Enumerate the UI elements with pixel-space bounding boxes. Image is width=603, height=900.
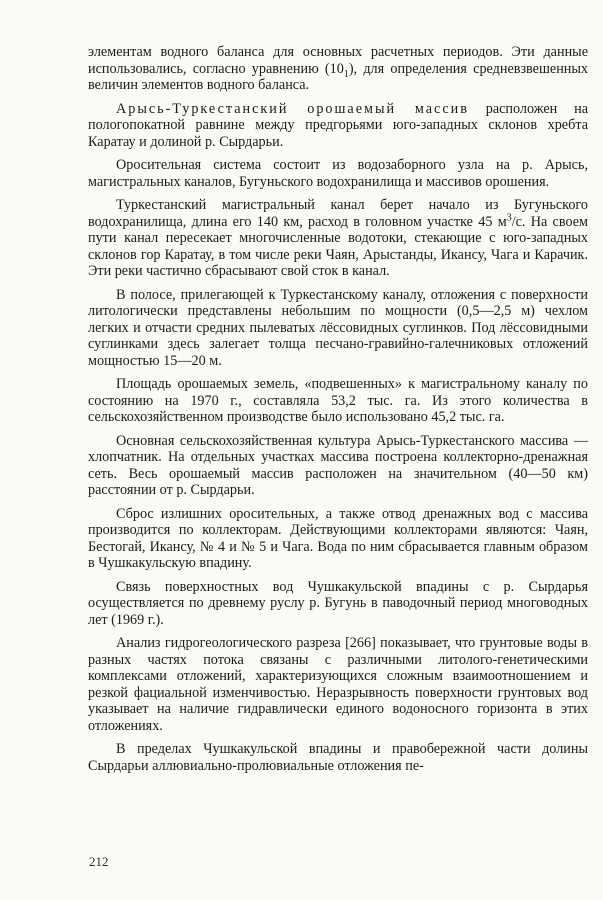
paragraph-text: ), для определения средневзвешенных величин элементов водного баланса. <box>88 60 589 93</box>
document-page <box>88 44 588 781</box>
paragraph-cotton: Основная сельскохозяйственная культура Арысь-Туркестанского массива — хлопчатник. На отдельных участках массива построена коллекторно-дренажная сеть. Весь орошаемый массив расположен на значительном (40—50 км) расстоянии от р. Сырдарьи. <box>88 432 588 498</box>
paragraph-text: расположен на пологопокатной равнине между предгорьями юго-западных склонов хребта Каратау и долиной р. Сырдарьи. <box>88 100 589 150</box>
section-heading-inline: Арысь-Туркестанский орошаемый массив <box>116 100 469 117</box>
paragraph-collectors: Сброс излишних оросительных, а также отвод дренажных вод с массива производится по коллекторам. Действующими коллекторами являются: Чаян, Бестогай, Икансу, № 4 и № 5 и Чага. Вода по ним сбрасывается главным образом в Чушкакульскую впадину. <box>88 505 588 571</box>
paragraph-irrigated-area: Площадь орошаемых земель, «подвешенных» к магистральному каналу по состоянию на 1970 г., составляла 53,2 тыс. га. Из этого количества в сельскохозяйственном производстве было использовано 45,2 тыс. га. <box>88 376 588 425</box>
paragraph-irrigation-system: Оросительная система состоит из водозаборного узла на р. Арысь, магистральных каналов, Бугуньского водохранилища и массивов орошения. <box>88 157 588 190</box>
paragraph-syrdarya-valley: В пределах Чушкакульской впадины и правобережной части долины Сырдарьи аллювиально-пролювиальные отложения пе- <box>88 741 588 774</box>
paragraph-text: /с. На своем пути канал пересекает многочисленные водотоки, стекающие с юго-западных склонов гор Каратау, в том числе реки Чаян, Арыстанды, Икансу, Чага и Карачик. Эти реки частично сбрасывают свой сток в канал. <box>88 213 588 279</box>
page-number: 212 <box>89 854 109 869</box>
equation-subscript: 1 <box>343 68 349 80</box>
unit-superscript: 3 <box>506 211 512 223</box>
paragraph-deposits: В полосе, прилегающей к Туркестанскому каналу, отложения с поверхности литологически представлены небольшим по мощности (0,5—2,5 м) чехлом легких и отчасти средних пылеватых лёссовидных суглинков. Под лёссовидными суглинками здесь залегает толща песчано-гравийно-галечниковых отложений мощностью 15—20 м. <box>88 286 588 369</box>
paragraph-main-canal <box>88 197 588 280</box>
paragraph-hydrogeological-analysis: Анализ гидрогеологического разреза [266] показывает, что грунтовые воды в разных частях потока связаны с различными литолого-генетическими комплексами отложений, характеризующихся сложным взаимоотношением и резкой фациальной изменчивостью. Неразрывность поверхности грунтовых вод указывает на наличие гидравлически единого водоносного горизонта в этих отложениях. <box>88 635 588 734</box>
paragraph-water-balance <box>88 44 588 94</box>
paragraph-arys-turkestan-massif <box>88 101 588 151</box>
paragraph-chushkakul-depression: Связь поверхностных вод Чушкакульской впадины с р. Сырдарья осуществляется по древнему руслу р. Бугунь в паводочный период многоводных лет (1969 г.). <box>88 578 588 628</box>
paragraph-text: элементам водного баланса для основных расчетных периодов. Эти данные использовались, согласно уравнению (10 <box>88 44 588 77</box>
paragraph-text: Туркестанский магистральный канал берет начало из Бугуньского водохранилища, длина его 140 км, расход в головном участке 45 м <box>88 197 588 230</box>
